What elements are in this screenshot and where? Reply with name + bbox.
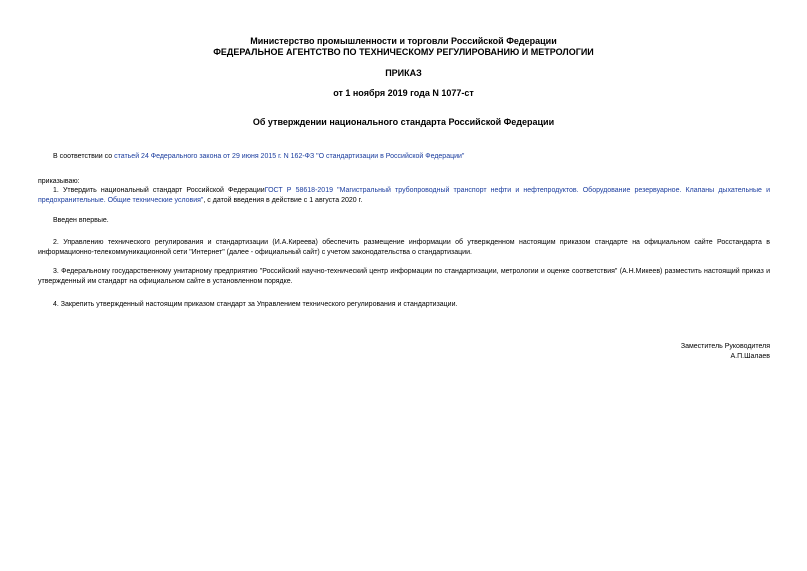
signer-name: А.П.Шалаев [730, 353, 770, 360]
ministry-name: Министерство промышленности и торговли Российской Федерации [250, 36, 557, 46]
item-3: 3. Федеральному государственному унитарному предприятию "Российский научно-технический центр информации по стандартизации, метрологии и оценке соответствия" (А.Н.Микеев) разместить настоящий приказ и утвержденный им стандарт на официальном сайте в установленном порядке. [38, 268, 770, 285]
item-1-prefix: 1. Утвердить национальный стандарт Российской Федерации [53, 187, 265, 194]
agency-name: ФЕДЕРАЛЬНОЕ АГЕНТСТВО ПО ТЕХНИЧЕСКОМУ РЕГУЛИРОВАНИЮ И МЕТРОЛОГИИ [213, 47, 594, 57]
order-word: приказываю: [38, 178, 80, 185]
signer-position: Заместитель Руководителя [680, 343, 770, 350]
intro-paragraph [38, 152, 770, 162]
doc-date-number: от 1 ноября 2019 года N 1077-ст [333, 88, 474, 98]
doc-type: ПРИКАЗ [385, 68, 422, 78]
law-link[interactable]: статьей 24 Федерального закона от 29 июня 2015 г. N 162-ФЗ "О стандартизации в Российской Федерации" [114, 153, 465, 160]
doc-title: Об утверждении национального стандарта Российской Федерации [252, 117, 555, 127]
item-2: 2. Управлению технического регулирования и стандартизации (И.А.Киреева) обеспечить размещение информации об утвержденном настоящим приказом стандарте на официальном сайте Росстандарта в информационно-телекоммуникационной сети "Интернет" (далее - официальный сайт) с учетом законодательства о стандартизации. [38, 239, 770, 256]
standard-link[interactable]: ГОСТ Р 58618-2019 "Магистральный трубопроводный транспорт нефти и нефтепродуктов. Оборудование резервуарное. Клапаны дыхательные и предохранительные. Общие технические условия" [38, 187, 770, 204]
item-1 [38, 186, 770, 206]
item-4: 4. Закрепить утвержденный настоящим приказом стандарт за Управлением технического регулирования и стандартизации. [53, 301, 458, 308]
introduced-note: Введен впервые. [53, 217, 109, 224]
item-1-suffix: , с датой введения в действие с 1 августа 2020 г. [203, 197, 363, 204]
intro-prefix: В соответствии со [53, 153, 115, 160]
